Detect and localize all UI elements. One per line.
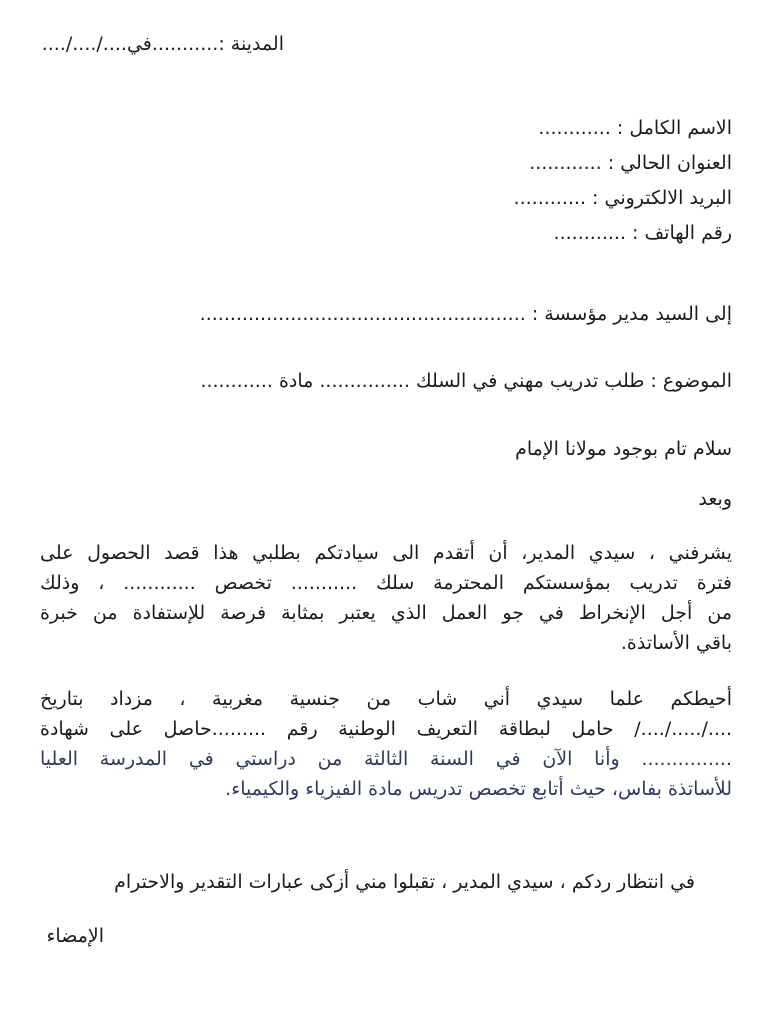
greeting-line: سلام تام بوجود مولانا الإمام (515, 438, 732, 460)
email-line: البريد الالكتروني : ............ (513, 187, 732, 209)
closing-line: في انتظار ردكم ، سيدي المدير ، تقبلوا مني أزكى عبارات التقدير والاحترام (114, 871, 695, 893)
city-date-line: المدينة :...........في..../..../.... (41, 33, 284, 55)
phone-line: رقم الهاتف : ............ (553, 222, 732, 244)
recipient-line: إلى السيد مدير مؤسسة : ...................................................... (199, 303, 732, 325)
paragraph-line: أحيطكم علما سيدي أني شاب من جنسية مغربية ، مزداد بتاريخ (40, 688, 732, 710)
paragraph-line: ..../...../..../ حامل لبطاقة التعريف الوطنية رقم .........حاصل على شهادة (40, 718, 732, 740)
paragraph-line: ............... وأنا الآن في السنة الثالثة من دراستي في المدرسة العليا (40, 748, 732, 770)
signature-label: الإمضاء (46, 925, 104, 947)
body-paragraph-2 (40, 684, 732, 804)
paragraph-line: يشرفني ، سيدي المدير، أن أتقدم الى سيادتكم بطلبي هذا قصد الحصول على (40, 542, 732, 564)
address-line: العنوان الحالي : ............ (529, 152, 732, 174)
paragraph-line: من أجل الإنخراط في جو العمل الذي يعتبر بمثابة فرصة للإستفادة من خبرة (40, 602, 732, 624)
full-name-line: الاسم الكامل : ............ (538, 117, 732, 139)
after-greeting-line: وبعد (698, 488, 732, 510)
paragraph-line: فترة تدريب بمؤسستكم المحترمة سلك ........... تخصص ............ ، وذلك (40, 572, 732, 594)
subject-line: الموضوع : طلب تدريب مهني في السلك ............... مادة ............ (200, 370, 732, 392)
paragraph-line: باقي الأساتذة. (620, 632, 732, 654)
paragraph-line: للأساتذة بفاس، حيث أتابع تخصص تدريس مادة الفيزياء والكيمياء. (225, 778, 732, 800)
body-paragraph-1 (40, 538, 732, 658)
